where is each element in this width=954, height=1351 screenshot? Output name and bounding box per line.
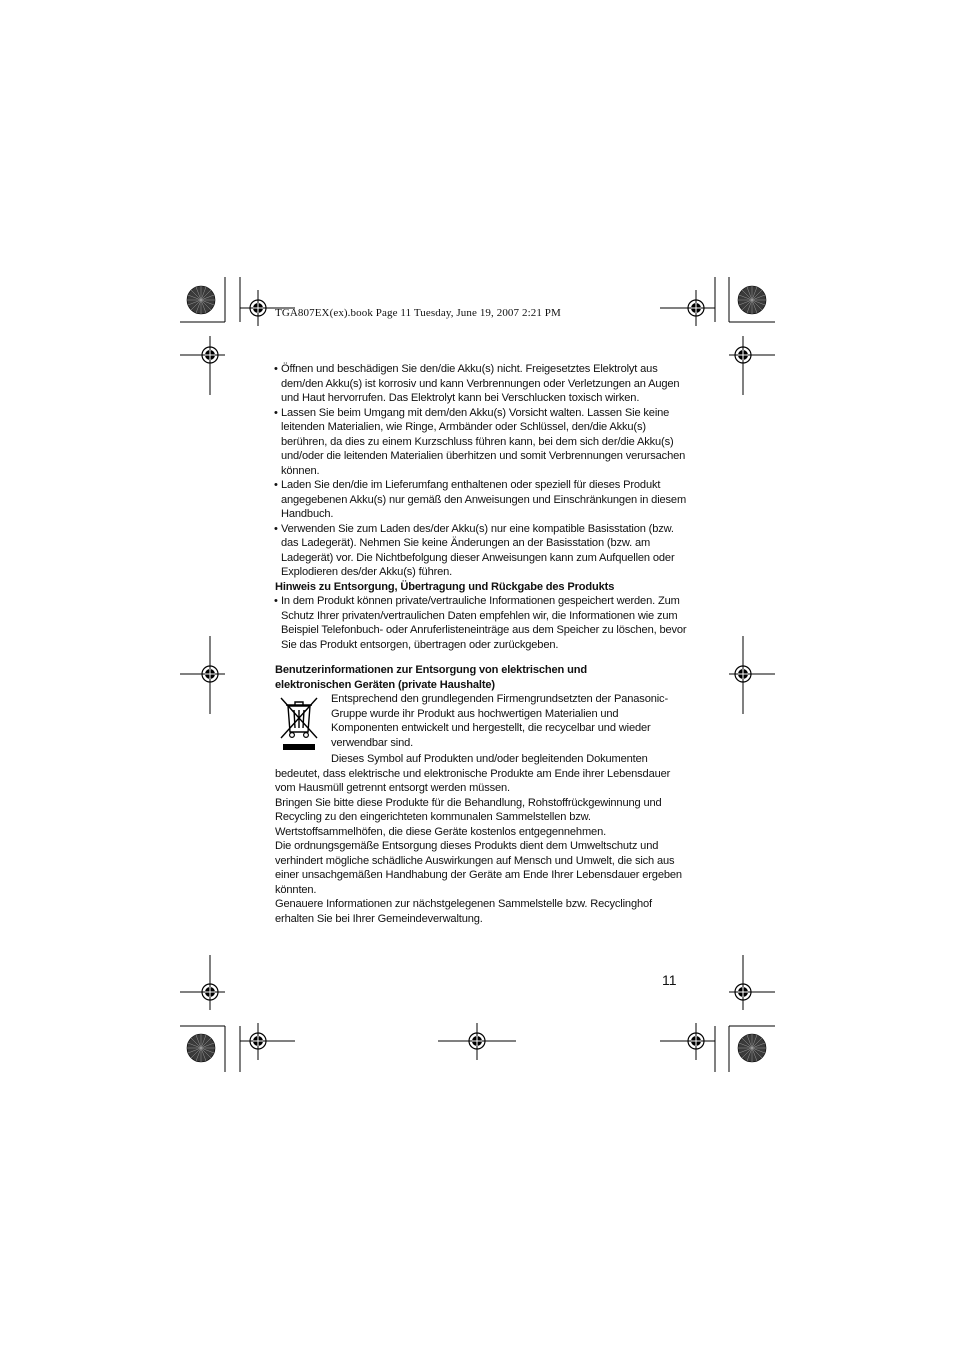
weee-intro-text: Entsprechend den grundlegenden Firmengrundsetzten der Panasonic-Gruppe wurde ihr Produkt aus hochwertigen Materialien und Komponenten entwickelt und hergestellt, die recycelbar und wieder verwendbar sind.	[331, 693, 668, 749]
list-item: • Lassen Sie beim Umgang mit dem/den Akku(s) Vorsicht walten. Lassen Sie keine leitenden Materialien, wie Ringe, Armbänder oder Schlüssel, den/die Akku(s) berühren, da dies zu einem Kurzschluss führen kann, bei dem sich der/die Akku(s) und/oder die leitenden Materialien überhitzen und somit Verbrennungen verursachen können.	[275, 406, 687, 479]
weee-info-text: Genauere Informationen zur nächstgelegenen Sammelstelle bzw. Recyclinghof erhalten Sie bei Ihrer Gemeindeverwaltung.	[275, 898, 652, 925]
list-item: • Laden Sie den/die im Lieferumfang enthaltenen oder speziell für dieses Produkt angegebenen Akku(s) nur gemäß den Anweisungen und Einschränkungen in diesem Handbuch.	[275, 478, 687, 522]
print-job-line: TGA807EX(ex).book Page 11 Tuesday, June 19, 2007 2:21 PM	[275, 307, 561, 319]
weee-heading-line: Benutzerinformationen zur Entsorgung von elektrischen und	[275, 664, 587, 676]
disposal-heading: Hinweis zu Entsorgung, Übertragung und Rückgabe des Produkts	[275, 580, 615, 593]
weee-block	[275, 692, 687, 796]
page-number: 11	[662, 972, 677, 988]
list-item: • In dem Produkt können private/vertrauliche Informationen gespeichert werden. Zum Schutz Ihrer privaten/vertraulichen Daten empfehlen wir, die Informationen wie zum Beispiel Telefonbuch- oder Anruferlisteneinträge aus dem Speicher zu löschen, bevor Sie das Produkt entsorgen, übertragen oder zurückgeben.	[275, 594, 687, 652]
weee-symbol-text: Dieses Symbol auf Produkten und/oder begleitenden Dokumenten bedeutet, dass elektrische und elektronische Produkte am Ende ihrer Lebensdauer vom Hausmüll getrennt entsorgt werden müssen.	[275, 753, 671, 794]
weee-proper-text: Die ordnungsgemäße Entsorgung dieses Produkts dient dem Umweltschutz und verhindert mögliche schädliche Auswirkungen auf Mensch und Umwelt, die sich aus einer unsachgemäßen Handhabung der Geräte am Ende Ihrer Lebensdauer ergeben könnten.	[275, 840, 682, 896]
weee-heading-line: elektronischen Geräten (private Haushalte)	[275, 678, 495, 691]
list-item: • Verwenden Sie zum Laden des/der Akku(s) nur eine kompatible Basisstation (bzw. das Ladegerät). Nehmen Sie keine Änderungen an der Basisstation (bzw. am Ladegerät) vor. Die Nichtbefolgung dieser Anweisungen kann zum Aufquellen oder Explodieren des/der Akku(s) führen.	[275, 522, 687, 580]
weee-heading	[275, 663, 687, 692]
page-content	[275, 362, 687, 926]
list-item: • Öffnen und beschädigen Sie den/die Akku(s) nicht. Freigesetztes Elektrolyt aus dem/den Akku(s) ist korrosiv und kann Verbrennungen oder Verletzungen an Augen und Haut hervorrufen. Das Elektrolyt kann bei Verschlucken toxisch wirken.	[275, 362, 687, 406]
weee-bring-text: Bringen Sie bitte diese Produkte für die Behandlung, Rohstoffrückgewinnung und Recycling zu den eingerichteten kommunalen Sammelstellen bzw. Wertstoffsammelhöfen, die diese Geräte kostenlos entgegennehmen.	[275, 796, 662, 838]
crossed-out-wheelie-bin-icon	[277, 694, 321, 752]
